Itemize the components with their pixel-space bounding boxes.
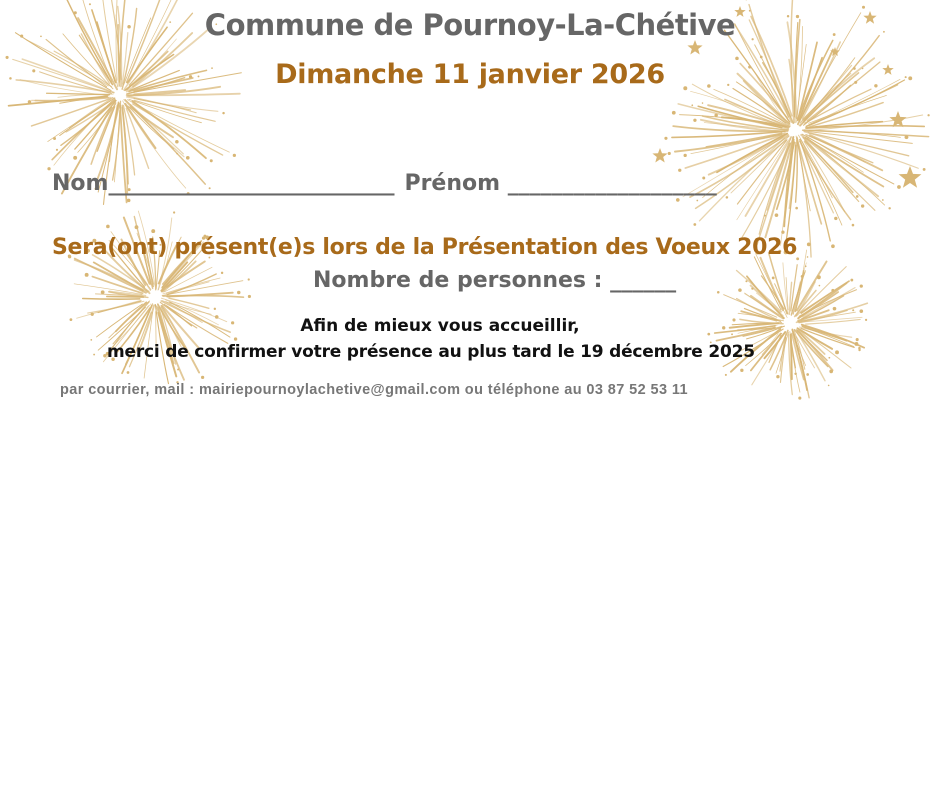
sparkle-dot (834, 217, 837, 220)
sparkle-dot (858, 349, 860, 351)
firework-ray (107, 296, 144, 297)
confirm-message: merci de confirmer votre présence au plus tard le 19 décembre 2025 (107, 342, 755, 362)
sparkle-dot (151, 229, 155, 233)
sparkle-dot (221, 272, 223, 274)
firework-ray (745, 137, 791, 216)
sparkle-dot (672, 111, 676, 115)
sparkle-dot (47, 167, 50, 170)
firework-ray (133, 104, 223, 155)
sparkle-dot (676, 198, 680, 202)
sparkle-dot (923, 168, 926, 171)
sparkle-dot (696, 200, 698, 202)
event-date: Dimanche 11 janvier 2026 (275, 59, 665, 90)
sparkle-dot (233, 154, 236, 157)
sparkle-dot (775, 213, 779, 217)
sparkle-dot (186, 156, 190, 160)
sparkle-dot (882, 199, 884, 201)
sparkle-dot (831, 244, 835, 248)
sparkle-dot (222, 112, 224, 114)
sparkle-dot (714, 114, 717, 117)
sparkle-dot (829, 370, 833, 374)
sparkle-dot (725, 374, 727, 376)
sparkle-dot (860, 285, 863, 288)
sparkle-dot (101, 290, 105, 294)
star-icon (899, 166, 922, 188)
contact-info: par courrier, mail : mairiepournoylachetive@gmail.com ou téléphone au 03 87 52 53 11 (60, 382, 688, 398)
sparkle-dot (89, 3, 91, 5)
sparkle-dot (927, 114, 929, 116)
sparkle-dot (56, 149, 58, 151)
sparkle-dot (248, 278, 250, 280)
firework-ray (751, 334, 781, 371)
name-label: Nom (52, 171, 109, 196)
sparkle-dot (798, 397, 801, 400)
star-icon (687, 40, 702, 55)
sparkle-dot (740, 369, 743, 372)
sparkle-dot (772, 276, 775, 279)
sparkle-dot (234, 337, 237, 340)
sparkle-dot (859, 309, 863, 313)
firework-ray (801, 135, 878, 196)
sparkle-dot (861, 204, 864, 207)
sparkle-dot (53, 137, 56, 140)
sparkle-dot (90, 339, 92, 341)
sparkle-dot (175, 140, 179, 144)
sparkle-dot (795, 207, 798, 210)
people-field[interactable]: ______ (610, 268, 677, 293)
people-label: Nombre de personnes : (313, 268, 603, 293)
firework-ray (780, 334, 786, 371)
people-row (313, 268, 676, 293)
sparkle-dot (807, 256, 809, 258)
sparkle-dot (717, 291, 720, 294)
firstname-label: Prénom (404, 171, 501, 196)
star-icon (889, 111, 906, 127)
sparkle-dot (173, 211, 175, 213)
sparkle-dot (835, 350, 839, 354)
sparkle-dot (781, 231, 784, 234)
firstname-field[interactable]: ___________________ (507, 171, 717, 196)
sparkle-dot (237, 291, 240, 294)
sparkle-dot (888, 207, 890, 209)
sparkle-dot (856, 195, 859, 198)
sparkle-dot (726, 196, 729, 199)
sparkle-dot (93, 354, 95, 356)
sparkle-dot (856, 338, 859, 341)
name-row (52, 171, 717, 196)
sparkle-dot (776, 375, 779, 378)
sparkle-dot (760, 56, 763, 59)
firework-ray (783, 263, 788, 314)
sparkle-dot (819, 285, 821, 287)
sparkle-dot (176, 153, 178, 155)
sparkle-dot (855, 342, 859, 346)
sparkle-dot (201, 376, 204, 379)
sparkle-dot (807, 243, 811, 247)
sparkle-dot (248, 295, 251, 298)
presence-statement: Sera(ont) présent(e)s lors de la Présentation des Voeux 2026 (52, 235, 798, 260)
sparkle-dot (664, 137, 667, 140)
sparkle-dot (73, 156, 77, 160)
sparkle-dot (828, 385, 830, 387)
firework-ray (98, 301, 141, 312)
sparkle-dot (693, 119, 696, 122)
sparkle-dot (693, 223, 696, 226)
sparkle-dot (852, 224, 855, 227)
sparkle-dot (897, 185, 901, 189)
sparkle-dot (833, 307, 837, 311)
firework-ray (698, 106, 782, 127)
sparkle-dot (850, 279, 853, 282)
sparkle-dot (751, 288, 753, 290)
sparkle-dot (85, 273, 89, 277)
sparkle-dot (214, 308, 216, 310)
sparkle-dot (127, 371, 130, 374)
sparkle-dot (738, 288, 742, 292)
sparkle-dot (106, 225, 110, 229)
star-icon (652, 148, 667, 163)
sparkle-dot (210, 159, 213, 162)
sparkle-dot (828, 357, 830, 359)
sparkle-dot (702, 102, 704, 104)
sparkle-dot (684, 154, 687, 157)
firework-ray (797, 139, 821, 224)
sparkle-dot (668, 152, 671, 155)
welcome-message: Afin de mieux vous accueillir, (300, 316, 580, 336)
firework-ray (801, 144, 833, 213)
sparkle-dot (817, 275, 821, 279)
sparkle-dot (691, 104, 693, 106)
sparkle-dot (905, 135, 909, 139)
sparkle-dot (852, 309, 854, 311)
commune-title: Commune de Pournoy-La-Chétive (204, 8, 736, 42)
sparkle-dot (135, 225, 139, 229)
firework-ray (83, 298, 140, 299)
sparkle-dot (806, 373, 809, 376)
name-field[interactable]: __________________________ (108, 171, 395, 196)
